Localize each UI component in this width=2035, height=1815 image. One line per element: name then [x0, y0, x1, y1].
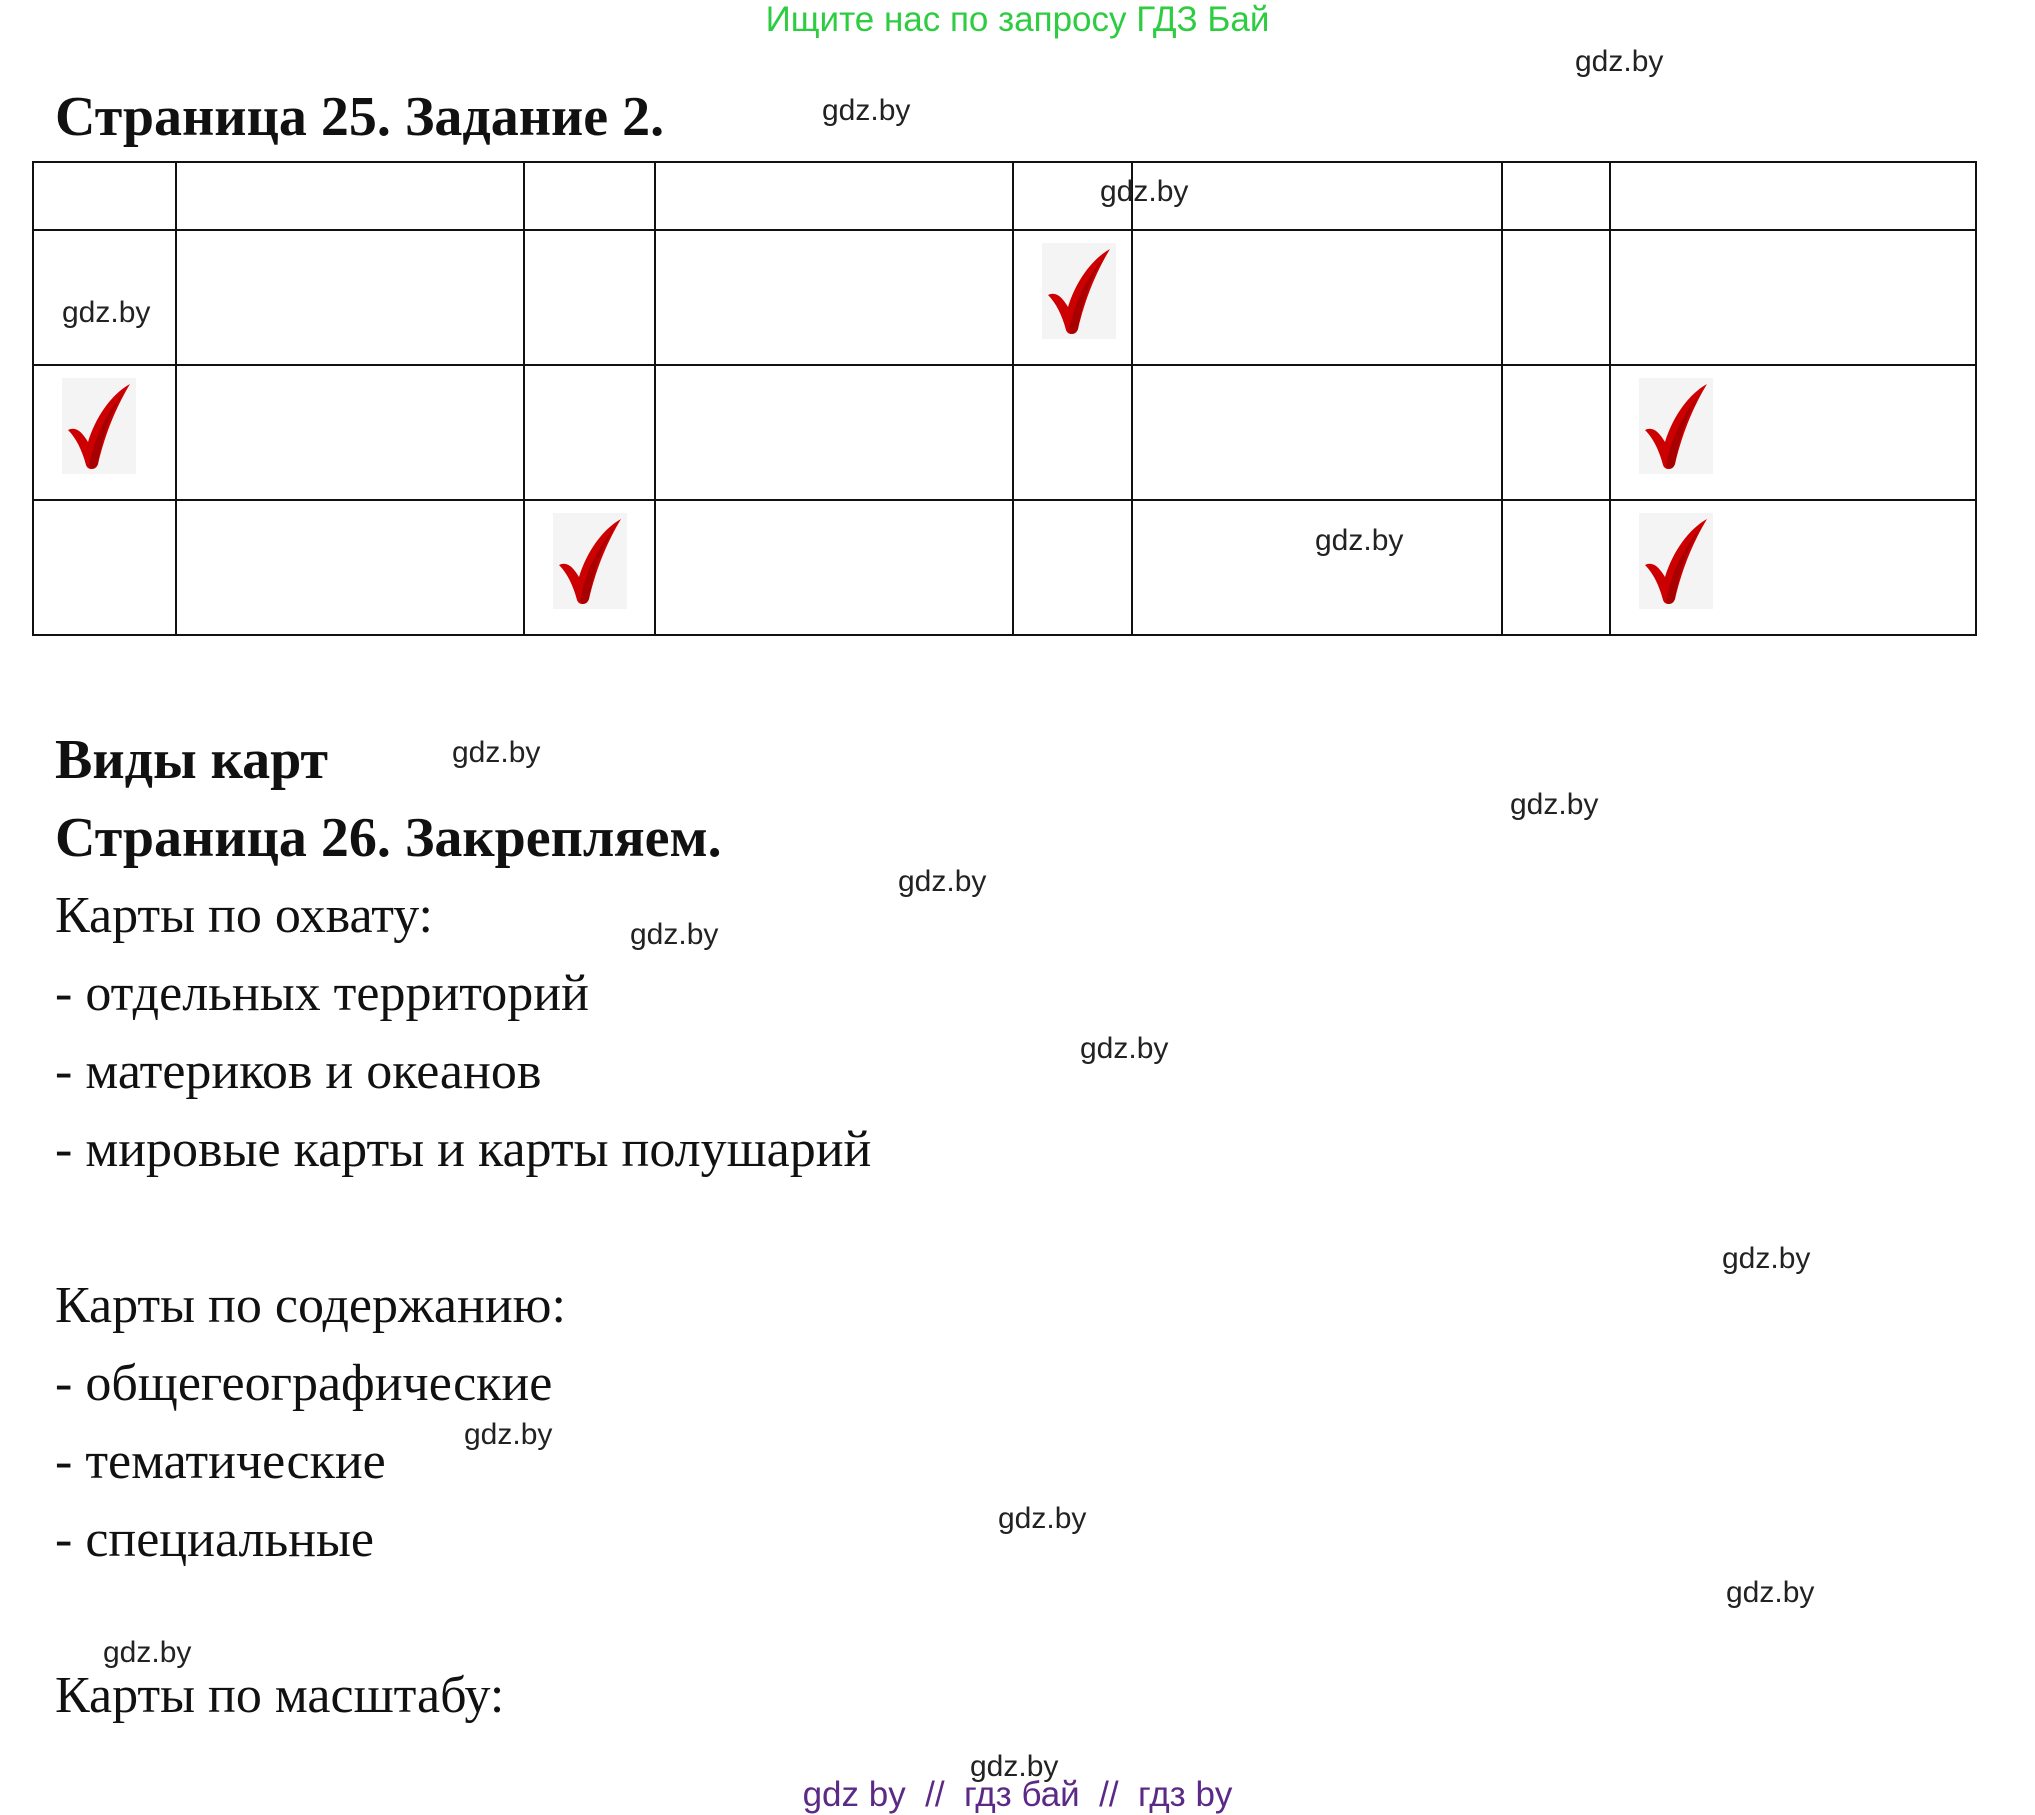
table-cell	[1502, 162, 1610, 230]
watermark: gdz.by	[822, 94, 911, 127]
red-checkmark-icon	[1042, 243, 1116, 339]
watermark: gdz.by	[1100, 175, 1189, 208]
table-cell	[1610, 162, 1976, 230]
watermark: gdz.by	[1080, 1032, 1169, 1065]
content-item: - общегеографические	[55, 1355, 553, 1412]
section-title: Виды карт	[55, 729, 328, 791]
task-heading-page-25: Страница 25. Задание 2.	[55, 86, 665, 148]
watermark: gdz.by	[630, 918, 719, 951]
table-cell	[524, 365, 655, 500]
red-checkmark-icon	[62, 378, 136, 474]
watermark: gdz.by	[1575, 45, 1664, 78]
watermark: gdz.by	[1315, 524, 1404, 557]
watermark: gdz.by	[452, 736, 541, 769]
table-row	[33, 500, 1976, 635]
watermark: gdz.by	[898, 865, 987, 898]
table-cell	[33, 162, 176, 230]
content-item: - тематические	[55, 1433, 386, 1490]
red-checkmark-icon	[1639, 513, 1713, 609]
table-cell	[1502, 500, 1610, 635]
coverage-item: - мировые карты и карты полушарий	[55, 1121, 872, 1178]
watermark: gdz.by	[103, 1636, 192, 1669]
watermark: gdz.by	[998, 1502, 1087, 1535]
search-banner: Ищите нас по запросу ГДЗ Бай	[765, 0, 1270, 39]
footer-links: gdz by // гдз бай // гдз by	[802, 1775, 1233, 1814]
table-cell	[176, 365, 524, 500]
table-cell	[1132, 500, 1502, 635]
table-cell	[1013, 500, 1132, 635]
watermark: gdz.by	[970, 1750, 1059, 1783]
table-cell	[33, 365, 176, 500]
content-item: - специальные	[55, 1511, 375, 1568]
red-checkmark-icon	[553, 513, 627, 609]
table-row	[33, 230, 1976, 365]
task-heading-page-26: Страница 26. Закрепляем.	[55, 807, 722, 869]
watermark: gdz.by	[1726, 1576, 1815, 1609]
table-cell	[33, 500, 176, 635]
content-title: Карты по содержанию:	[55, 1277, 566, 1334]
coverage-title: Карты по охвату:	[55, 887, 433, 944]
coverage-item: - материков и океанов	[55, 1043, 542, 1100]
table-cell	[1502, 365, 1610, 500]
table-cell	[524, 162, 655, 230]
watermark: gdz.by	[464, 1418, 553, 1451]
table-cell	[1132, 230, 1502, 365]
watermark: gdz.by	[1722, 1242, 1811, 1275]
table-cell	[176, 500, 524, 635]
table-cell	[176, 162, 524, 230]
table-cell	[176, 230, 524, 365]
table-cell	[1013, 230, 1132, 365]
table-cell	[655, 500, 1013, 635]
table-cell	[655, 365, 1013, 500]
table-row	[33, 162, 1976, 230]
table-cell	[1610, 500, 1976, 635]
answer-table	[32, 161, 1977, 636]
table-cell	[1502, 230, 1610, 365]
table-cell	[524, 230, 655, 365]
scale-title: Карты по масштабу:	[55, 1667, 505, 1724]
table-cell	[1132, 365, 1502, 500]
red-checkmark-icon	[1639, 378, 1713, 474]
watermark: gdz.by	[1510, 788, 1599, 821]
table-cell	[655, 162, 1013, 230]
table-cell	[1610, 365, 1976, 500]
table-cell	[524, 500, 655, 635]
table-cell	[655, 230, 1013, 365]
table-row	[33, 365, 1976, 500]
table-cell	[1610, 230, 1976, 365]
watermark: gdz.by	[62, 296, 151, 329]
table-cell	[1013, 365, 1132, 500]
coverage-item: - отдельных территорий	[55, 965, 589, 1022]
